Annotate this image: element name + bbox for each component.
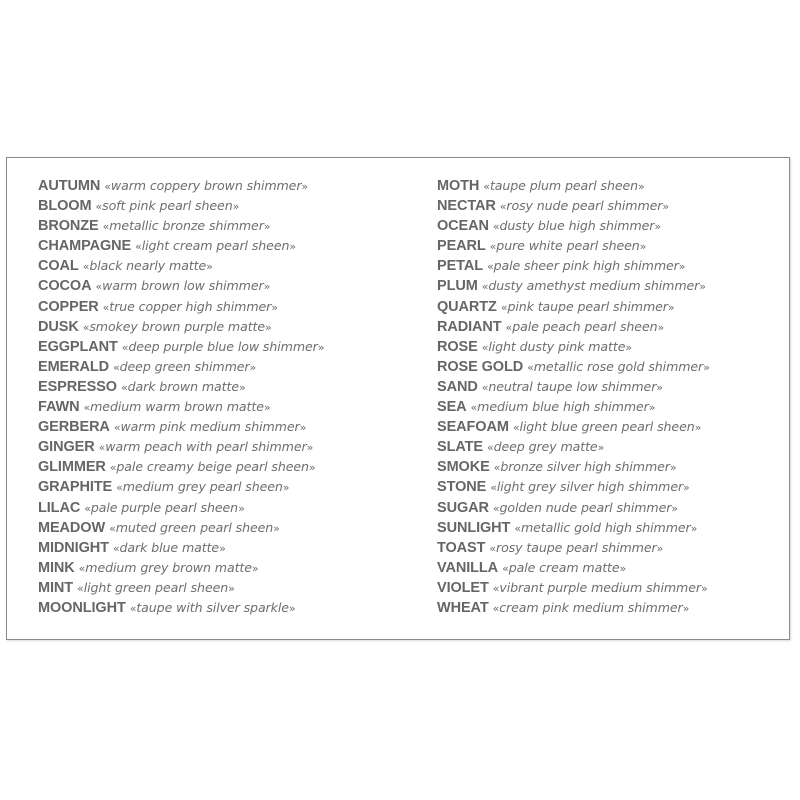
quote-open: « xyxy=(102,300,110,314)
quote-close: » xyxy=(656,380,663,394)
quote-open: « xyxy=(481,340,489,354)
shade-description-text: soft pink pearl sheen xyxy=(102,198,233,214)
shade-description-text: dusty amethyst medium shimmer xyxy=(488,278,700,294)
quote-close: » xyxy=(282,481,290,495)
quote-open: « xyxy=(490,481,497,495)
shade-description-text: taupe with silver sparkle xyxy=(136,599,289,615)
shade-name: COCOA xyxy=(38,278,92,295)
quote-open: « xyxy=(492,220,500,234)
shade-name: GRAPHITE xyxy=(38,479,113,496)
shade-description-text: light dusty pink matte xyxy=(488,338,626,354)
quote-close: » xyxy=(206,260,213,274)
quote-close: » xyxy=(299,421,307,435)
shade-description-text: medium warm brown matte xyxy=(90,399,264,415)
shade-description xyxy=(130,600,296,615)
quote-open: « xyxy=(486,260,494,274)
shade-name: ESPRESSO xyxy=(38,378,117,395)
shade-name: SUNLIGHT xyxy=(437,519,511,536)
quote-open: « xyxy=(116,481,123,495)
shade-description xyxy=(500,198,669,213)
shade-entry xyxy=(38,397,418,417)
quote-close: » xyxy=(682,601,690,615)
shade-description xyxy=(79,560,259,575)
quote-open: « xyxy=(527,360,534,374)
shade-entry xyxy=(38,437,418,457)
quote-close: » xyxy=(308,461,316,475)
shade-entry xyxy=(437,236,787,256)
shade-entry xyxy=(38,457,418,477)
shade-entry xyxy=(437,276,787,296)
shade-list-left-column xyxy=(38,176,418,618)
shade-description-text: muted green pearl sheen xyxy=(115,519,274,535)
quote-close: » xyxy=(249,360,257,374)
shade-entry xyxy=(38,417,418,437)
quote-close: » xyxy=(232,200,240,214)
shade-description xyxy=(494,459,677,474)
shade-entry xyxy=(437,578,787,598)
shade-description xyxy=(77,580,235,595)
shade-entry xyxy=(38,477,418,497)
quote-open: « xyxy=(121,340,129,354)
quote-close: » xyxy=(219,541,226,555)
shade-name: EMERALD xyxy=(38,358,109,375)
quote-close: » xyxy=(654,220,661,234)
shade-entry xyxy=(38,297,418,317)
quote-open: « xyxy=(84,501,91,515)
shade-entry xyxy=(38,377,418,397)
quote-open: « xyxy=(82,260,90,274)
quote-close: » xyxy=(657,320,665,334)
shade-name: ROSE xyxy=(437,338,478,355)
shade-description-text: metallic gold high shimmer xyxy=(520,519,691,535)
shade-name: MOTH xyxy=(437,178,480,194)
shade-description xyxy=(95,278,270,293)
shade-entry xyxy=(437,397,787,417)
quote-open: « xyxy=(113,421,121,435)
shade-entry xyxy=(38,498,418,518)
shade-name: SAND xyxy=(437,378,478,395)
shade-entry xyxy=(38,518,418,538)
shade-description xyxy=(487,439,604,454)
shade-name: TOAST xyxy=(437,539,486,556)
quote-close: » xyxy=(251,561,259,575)
shade-description-text: metallic rose gold shimmer xyxy=(533,358,704,374)
quote-open: « xyxy=(120,380,128,394)
quote-open: « xyxy=(109,521,116,535)
shade-name: SEA xyxy=(437,399,467,416)
shade-description xyxy=(116,479,289,494)
quote-close: » xyxy=(238,501,245,515)
quote-open: « xyxy=(104,180,111,193)
shade-description xyxy=(493,218,661,233)
shade-name: STONE xyxy=(437,479,487,496)
shade-description xyxy=(104,178,308,193)
shade-description-text: light green pearl sheen xyxy=(83,579,229,595)
shade-description xyxy=(490,479,689,494)
quote-open: « xyxy=(512,421,520,435)
shade-name: MEADOW xyxy=(38,519,106,536)
shade-name: VIOLET xyxy=(437,579,489,596)
shade-name: EGGPLANT xyxy=(38,338,118,355)
shade-name: WHEAT xyxy=(437,599,489,616)
shade-description-text: pale cream matte xyxy=(508,559,620,575)
quote-open: « xyxy=(481,380,489,394)
quote-open: « xyxy=(109,461,117,475)
quote-open: « xyxy=(505,320,513,334)
shade-description xyxy=(95,198,239,213)
shade-name: DUSK xyxy=(38,318,79,335)
shade-entry xyxy=(437,538,787,558)
quote-close: » xyxy=(671,501,678,515)
shade-entry xyxy=(437,176,787,196)
shade-description xyxy=(113,359,256,374)
shade-name: PLUM xyxy=(437,278,478,295)
shade-list-panel xyxy=(6,157,790,640)
shade-entry xyxy=(38,176,418,196)
shade-description xyxy=(506,319,665,334)
shade-entry xyxy=(437,357,787,377)
shade-name: BLOOM xyxy=(38,198,92,215)
shade-description xyxy=(493,600,690,615)
shade-description xyxy=(493,580,708,595)
shade-description xyxy=(482,339,632,354)
shade-name: PEARL xyxy=(437,238,486,255)
shade-entry xyxy=(437,598,787,618)
shade-description-text: pale purple pearl sheen xyxy=(90,499,239,515)
shade-entry xyxy=(38,538,418,558)
quote-close: » xyxy=(639,240,647,254)
quote-close: » xyxy=(317,340,325,354)
shade-description-text: warm peach with pearl shimmer xyxy=(105,439,307,455)
quote-close: » xyxy=(625,340,633,354)
shade-entry xyxy=(437,477,787,497)
shade-name: LILAC xyxy=(38,499,81,516)
shade-description-text: dark brown matte xyxy=(127,378,239,394)
shade-description-text: warm brown low shimmer xyxy=(102,278,264,294)
quote-close: » xyxy=(263,401,271,415)
quote-close: » xyxy=(273,521,280,535)
shade-entry xyxy=(437,498,787,518)
quote-close: » xyxy=(683,481,690,495)
shade-name: OCEAN xyxy=(437,218,489,235)
shade-name: AUTUMN xyxy=(38,178,101,194)
quote-close: » xyxy=(667,300,675,314)
quote-open: « xyxy=(113,360,120,374)
shade-description-text: black nearly matte xyxy=(89,258,207,274)
shade-description-text: cream pink medium shimmer xyxy=(499,599,683,615)
quote-open: « xyxy=(492,601,500,615)
shade-description xyxy=(501,299,675,314)
quote-open: « xyxy=(492,581,500,595)
shade-name: GINGER xyxy=(38,439,95,456)
quote-open: « xyxy=(95,280,103,294)
shade-description-text: bronze silver high shimmer xyxy=(500,459,670,475)
shade-description-text: pale peach pearl sheen xyxy=(512,318,658,334)
shade-entry xyxy=(437,256,787,276)
shade-description xyxy=(109,520,280,535)
shade-description xyxy=(83,319,272,334)
quote-open: « xyxy=(489,541,497,555)
quote-open: « xyxy=(78,561,86,575)
shade-entry xyxy=(38,276,418,296)
quote-close: » xyxy=(238,380,246,394)
quote-close: » xyxy=(301,180,309,193)
shade-description xyxy=(84,399,271,414)
shade-description-text: dusty blue high shimmer xyxy=(499,218,655,234)
quote-open: « xyxy=(135,240,142,254)
quote-close: » xyxy=(263,220,271,234)
shade-name: VANILLA xyxy=(437,559,499,576)
quote-close: » xyxy=(289,240,296,254)
shade-description xyxy=(490,238,647,253)
shade-entry xyxy=(38,598,418,618)
shade-description-text: true copper high shimmer xyxy=(109,298,272,314)
quote-close: » xyxy=(703,360,710,374)
quote-close: » xyxy=(288,601,296,615)
shade-description xyxy=(122,339,325,354)
quote-close: » xyxy=(265,320,272,334)
shade-name: COAL xyxy=(38,258,79,275)
quote-open: « xyxy=(470,401,478,415)
quote-close: » xyxy=(228,581,235,595)
shade-name: SUGAR xyxy=(437,499,489,516)
quote-close: » xyxy=(597,441,605,455)
shade-entry xyxy=(437,196,787,216)
shade-entry xyxy=(437,337,787,357)
shade-description xyxy=(483,178,644,193)
shade-description xyxy=(110,459,316,474)
shade-description xyxy=(482,278,706,293)
shade-description xyxy=(487,258,685,273)
quote-open: « xyxy=(486,441,494,455)
shade-name: MIDNIGHT xyxy=(38,539,109,556)
quote-open: « xyxy=(514,521,521,535)
quote-open: « xyxy=(499,200,507,214)
quote-close: » xyxy=(669,461,677,475)
quote-open: « xyxy=(98,441,106,455)
quote-open: « xyxy=(112,541,120,555)
shade-description xyxy=(121,379,246,394)
shade-description xyxy=(514,520,697,535)
shade-description-text: light blue green pearl sheen xyxy=(519,419,695,435)
quote-open: « xyxy=(502,561,509,575)
shade-entry xyxy=(437,457,787,477)
shade-name: SMOKE xyxy=(437,459,490,476)
shade-name: GLIMMER xyxy=(38,459,106,476)
quote-open: « xyxy=(83,401,91,415)
quote-open: « xyxy=(481,280,489,294)
shade-description xyxy=(527,359,710,374)
shade-description-text: deep green shimmer xyxy=(119,358,250,374)
quote-close: » xyxy=(678,260,686,274)
shade-description-text: light grey silver high shimmer xyxy=(496,479,684,495)
shade-entry xyxy=(437,518,787,538)
quote-close: » xyxy=(690,521,698,535)
shade-entry xyxy=(38,357,418,377)
shade-description-text: pale sheer pink high shimmer xyxy=(493,258,679,274)
shade-description xyxy=(135,238,296,253)
quote-open: « xyxy=(129,601,137,615)
shade-name: FAWN xyxy=(38,399,80,416)
quote-open: « xyxy=(77,581,84,595)
quote-open: « xyxy=(492,501,500,515)
shade-description-text: deep grey matte xyxy=(493,439,598,455)
quote-close: » xyxy=(648,401,656,415)
shade-name: RADIANT xyxy=(437,318,502,335)
shade-description-text: metallic bronze shimmer xyxy=(109,218,264,234)
shade-description-text: golden nude pearl shimmer xyxy=(499,499,672,515)
shade-name: MINT xyxy=(38,579,74,596)
shade-description xyxy=(493,500,678,515)
shade-entry xyxy=(437,297,787,317)
quote-open: « xyxy=(102,220,110,234)
shade-name: QUARTZ xyxy=(437,298,497,315)
shade-name: COPPER xyxy=(38,298,99,315)
quote-close: » xyxy=(271,300,278,314)
shade-description-text: medium grey brown matte xyxy=(85,559,252,575)
shade-description-text: rosy nude pearl shimmer xyxy=(506,198,663,214)
quote-close: » xyxy=(700,581,708,595)
shade-description-text: dark blue matte xyxy=(119,539,220,555)
shade-entry xyxy=(38,256,418,276)
shade-name: BRONZE xyxy=(38,218,99,235)
shade-description-text: smokey brown purple matte xyxy=(89,318,266,334)
shade-description xyxy=(113,540,226,555)
shade-name: SLATE xyxy=(437,439,483,456)
quote-close: » xyxy=(699,280,706,294)
shade-entry xyxy=(38,196,418,216)
shade-name: MINK xyxy=(38,559,75,576)
shade-name: CHAMPAGNE xyxy=(38,238,132,255)
shade-description xyxy=(482,379,663,394)
shade-entry xyxy=(437,216,787,236)
shade-description xyxy=(84,500,245,515)
shade-entry xyxy=(437,417,787,437)
shade-entry xyxy=(437,558,787,578)
quote-open: « xyxy=(493,461,501,475)
quote-close: » xyxy=(306,441,314,455)
shade-description xyxy=(83,258,213,273)
shade-name: MOONLIGHT xyxy=(38,599,126,616)
quote-open: « xyxy=(95,200,103,214)
shade-name: SEAFOAM xyxy=(437,419,509,436)
shade-description-text: pink taupe pearl shimmer xyxy=(507,298,668,314)
shade-entry xyxy=(38,578,418,598)
shade-description xyxy=(114,419,306,434)
shade-description xyxy=(489,540,663,555)
quote-close: » xyxy=(619,561,627,575)
shade-entry xyxy=(38,558,418,578)
shade-description-text: warm pink medium shimmer xyxy=(120,419,300,435)
shade-entry xyxy=(38,236,418,256)
shade-description-text: pale creamy beige pearl sheen xyxy=(116,459,309,475)
shade-description-text: pure white pearl sheen xyxy=(496,238,640,254)
quote-close: » xyxy=(638,180,645,193)
shade-description-text: light cream pearl sheen xyxy=(141,238,290,254)
quote-close: » xyxy=(656,541,664,555)
shade-description-text: taupe plum pearl sheen xyxy=(489,178,639,193)
quote-open: « xyxy=(82,320,90,334)
shade-description-text: vibrant purple medium shimmer xyxy=(499,579,701,595)
shade-name: GERBERA xyxy=(38,419,110,436)
shade-description-text: rosy taupe pearl shimmer xyxy=(496,539,657,555)
shade-description xyxy=(471,399,656,414)
quote-close: » xyxy=(263,280,271,294)
shade-name: NECTAR xyxy=(437,198,496,215)
shade-entry xyxy=(38,337,418,357)
shade-name: PETAL xyxy=(437,258,483,275)
shade-name: ROSE GOLD xyxy=(437,358,524,375)
quote-open: « xyxy=(483,180,490,193)
shade-entry xyxy=(437,377,787,397)
shade-description xyxy=(99,439,314,454)
shade-description-text: warm coppery brown shimmer xyxy=(110,178,302,193)
shade-description xyxy=(502,560,626,575)
shade-description-text: medium grey pearl sheen xyxy=(122,479,283,495)
shade-entry xyxy=(38,317,418,337)
quote-open: « xyxy=(500,300,508,314)
shade-entry xyxy=(437,317,787,337)
shade-description-text: deep purple blue low shimmer xyxy=(128,338,318,354)
shade-description xyxy=(103,218,271,233)
quote-close: » xyxy=(662,200,669,214)
shade-description xyxy=(103,299,278,314)
shade-description-text: neutral taupe low shimmer xyxy=(488,378,657,394)
quote-open: « xyxy=(489,240,497,254)
shade-entry xyxy=(437,437,787,457)
shade-description-text: medium blue high shimmer xyxy=(477,399,649,415)
shade-entry xyxy=(38,216,418,236)
quote-close: » xyxy=(694,421,702,435)
shade-description xyxy=(513,419,701,434)
shade-list-right-column xyxy=(437,176,787,618)
